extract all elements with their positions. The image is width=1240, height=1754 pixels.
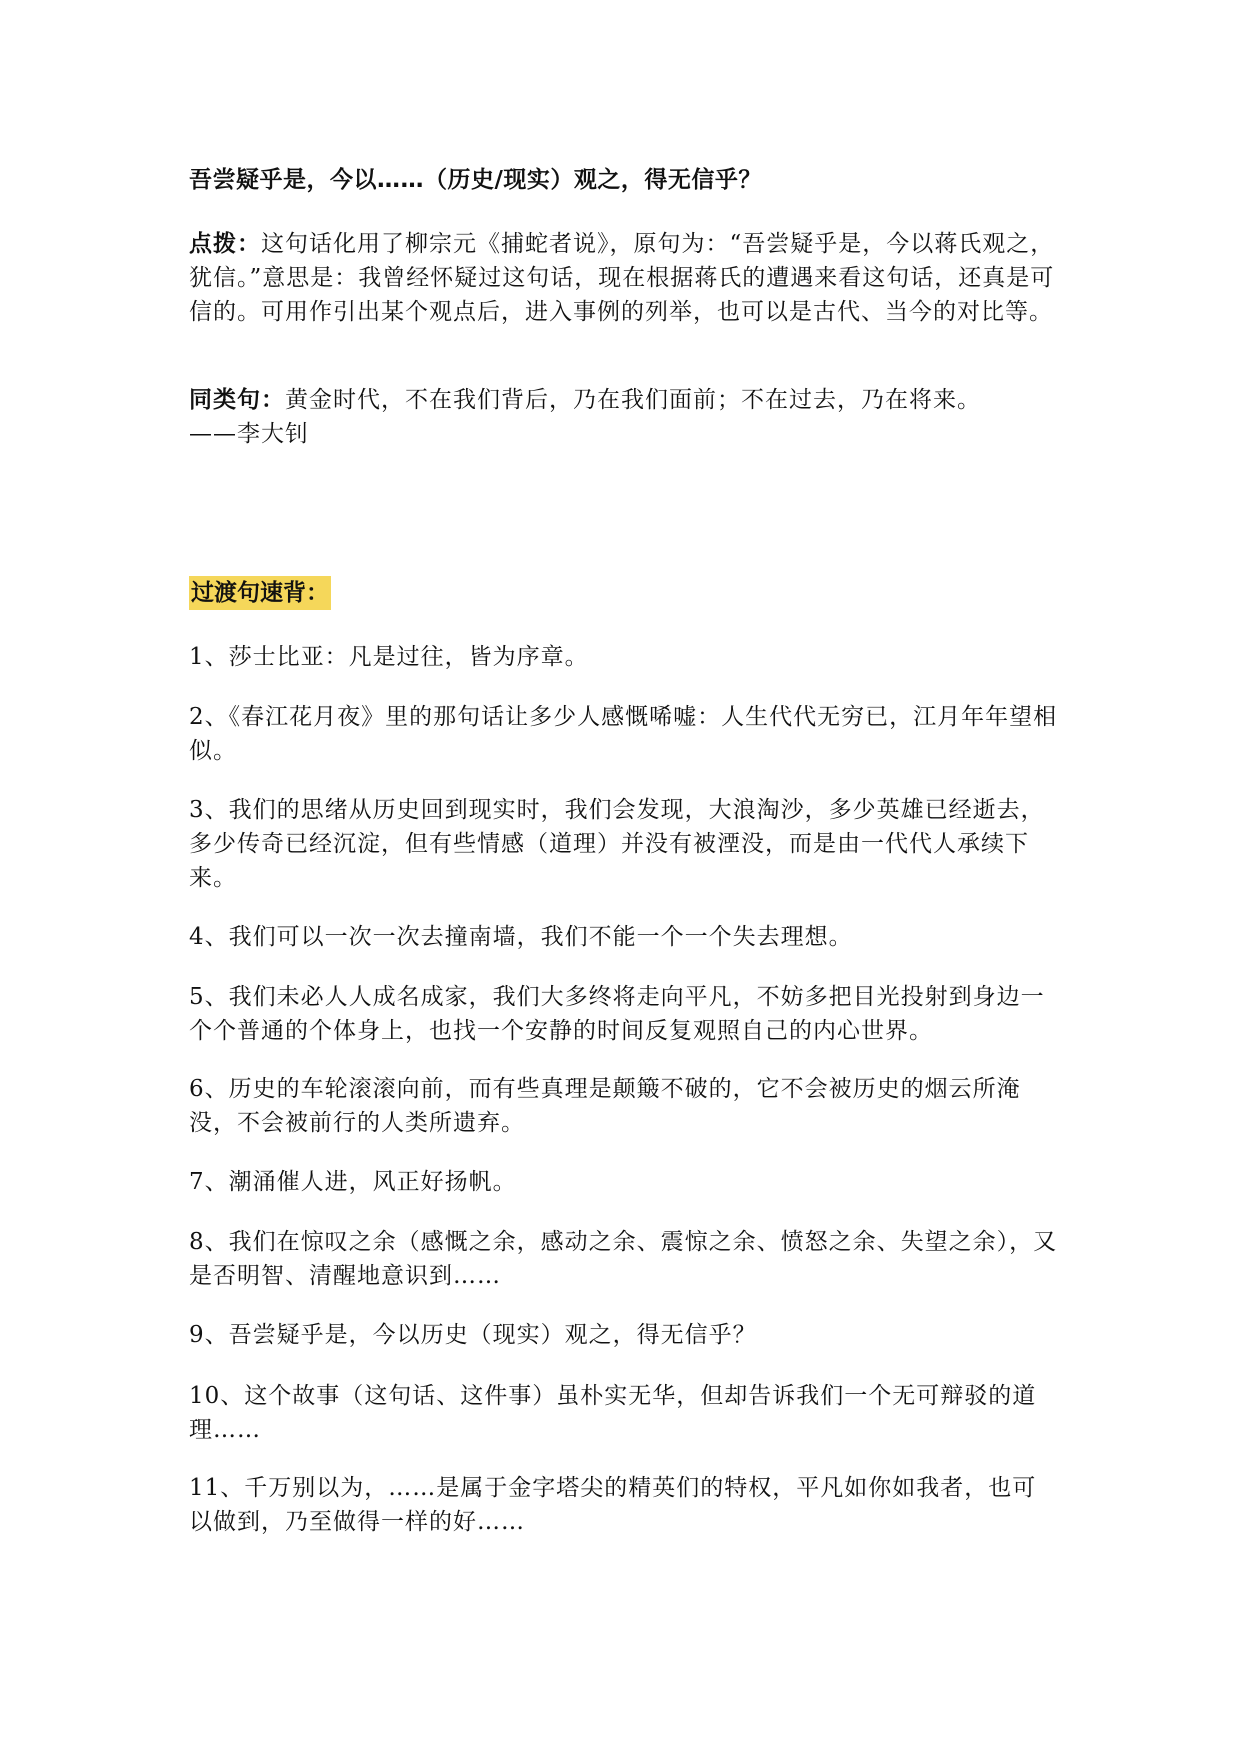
hint-text: 这句话化用了柳宗元《捕蛇者说》，原句为：“吾尝疑乎是，今以蒋氏观之，犹信。”意思是：我曾经怀疑过这句话，现在根据蒋氏的遭遇来看这句话，还真是可信的。可用作引出某个观点后，进入事例的列举，也可以是古代、当今的对比等。 <box>189 231 1055 325</box>
section-title: 过渡句速背： <box>189 576 331 610</box>
list-item: 10、这个故事（这句话、这件事）虽朴实无华，但却告诉我们一个无可辩驳的道理…… <box>189 1383 1037 1443</box>
similar-label: 同类句： <box>189 387 285 413</box>
hint-paragraph <box>189 227 1059 329</box>
similar-sentence-paragraph <box>189 383 1059 451</box>
list-item: 2、《春江花月夜》里的那句话让多少人感慨唏嘘：人生代代无穷已，江月年年望相似。 <box>189 704 1058 764</box>
list-item: 7、潮涌催人进，风正好扬帆。 <box>189 1169 517 1195</box>
list-item: 5、我们未必人人成名成家，我们大多终将走向平凡，不妨多把目光投射到身边一个个普通的个体身上，也找一个安静的时间反复观照自己的内心世界。 <box>189 984 1045 1044</box>
page-title: 吾尝疑乎是，今以……（历史/现实）观之，得无信乎？ <box>189 167 762 193</box>
similar-author: ——李大钊 <box>189 421 309 447</box>
list-item: 8、我们在惊叹之余（感慨之余，感动之余、震惊之余、愤怒之余、失望之余），又是否明智、清醒地意识到…… <box>189 1229 1058 1289</box>
hint-label: 点拨： <box>189 231 261 257</box>
list-item: 4、我们可以一次一次去撞南墙，我们不能一个一个失去理想。 <box>189 924 853 950</box>
list-item: 11、千万别以为，……是属于金字塔尖的精英们的特权，平凡如你如我者，也可以做到，乃至做得一样的好…… <box>189 1475 1037 1535</box>
similar-text: 黄金时代，不在我们背后，乃在我们面前；不在过去，乃在将来。 <box>285 387 981 413</box>
list-item: 9、吾尝疑乎是，今以历史（现实）观之，得无信乎？ <box>189 1322 757 1348</box>
list-item: 6、历史的车轮滚滚向前，而有些真理是颠簸不破的，它不会被历史的烟云所淹没，不会被前行的人类所遗弃。 <box>189 1076 1021 1136</box>
list-item: 3、我们的思绪从历史回到现实时，我们会发现，大浪淘沙，多少英雄已经逝去，多少传奇已经沉淀，但有些情感（道理）并没有被湮没，而是由一代代人承续下来。 <box>189 797 1045 891</box>
list-item: 1、莎士比亚：凡是过往，皆为序章。 <box>189 644 589 670</box>
